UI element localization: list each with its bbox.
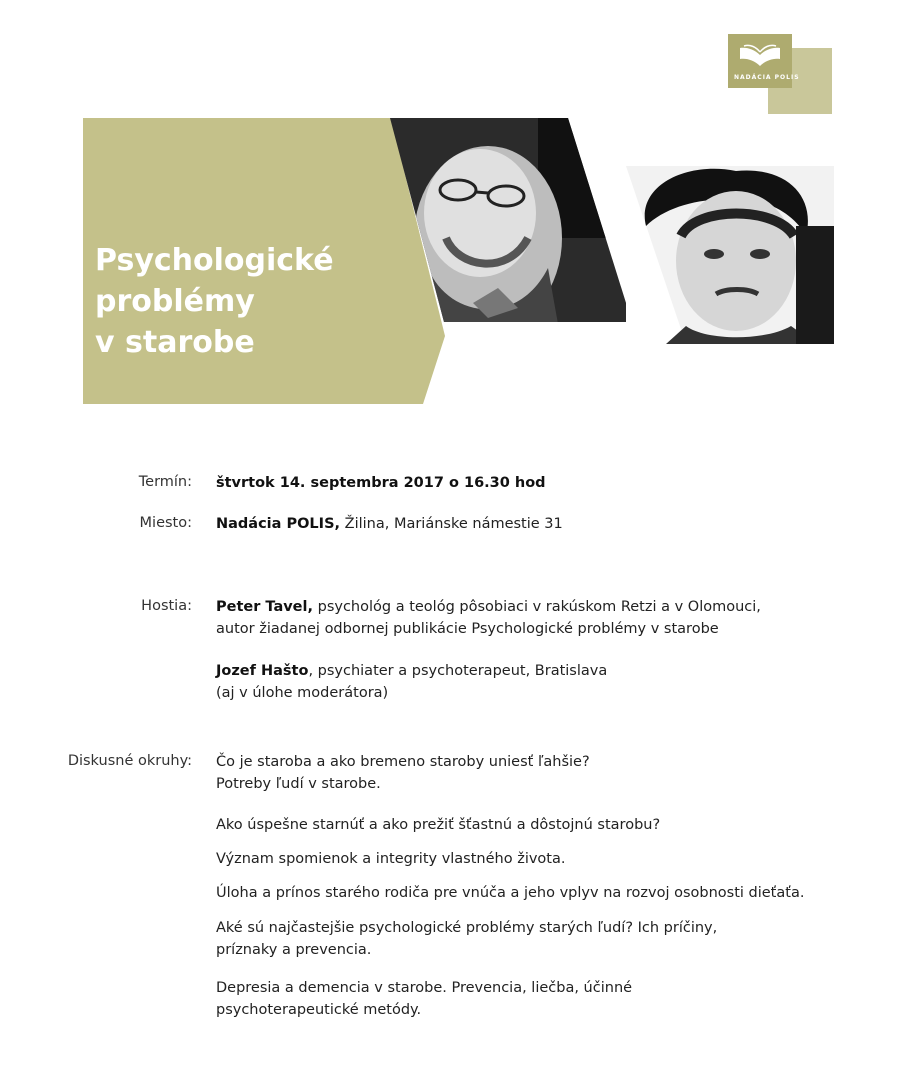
miesto-value xyxy=(216,513,563,535)
logo-front-square xyxy=(728,34,800,88)
topic-3 xyxy=(216,848,565,870)
topic-6 xyxy=(216,977,632,1021)
topic-1-line-2: Potreby ľudí v starobe. xyxy=(216,776,381,792)
guest-2-desc: , psychiater a psychoterapeut, Bratislava xyxy=(308,663,608,679)
guest-1-desc: psychológ a teológ pôsobiaci v rakúskom Retzi a v Olomouci, xyxy=(313,599,761,615)
portrait-jozef-hasto xyxy=(626,166,836,346)
nadacia-polis-logo xyxy=(728,34,832,114)
title-line-1: Psychologické xyxy=(95,243,334,278)
miesto-label: Miesto: xyxy=(139,515,192,531)
termin-label: Termín: xyxy=(138,474,192,490)
guest-2-name: Jozef Hašto xyxy=(216,663,309,679)
topic-5-line-1: Aké sú najčastejšie psychologické problémy starých ľudí? Ich príčiny, xyxy=(216,920,718,936)
hostia-label: Hostia: xyxy=(141,598,192,614)
miesto-address: Žilina, Mariánske námestie 31 xyxy=(340,516,563,532)
miesto-name: Nadácia POLIS, xyxy=(216,516,341,532)
topic-1 xyxy=(216,751,590,795)
title-line-3: v starobe xyxy=(95,325,255,360)
topic-2-line-1: Ako úspešne starnúť a ako prežiť šťastnú a dôstojnú starobu? xyxy=(216,817,661,833)
guest-2-desc-2: (aj v úlohe moderátora) xyxy=(216,685,389,701)
guest-1-desc-2: autor žiadanej odbornej publikácie Psychologické problémy v starobe xyxy=(216,621,719,637)
topic-6-line-2: psychoterapeutické metódy. xyxy=(216,1002,422,1018)
title-line-2: problémy xyxy=(95,284,255,319)
logo-text: NADÁCIA POLIS xyxy=(734,74,800,81)
topic-2 xyxy=(216,814,660,836)
topic-5 xyxy=(216,917,717,961)
book-icon xyxy=(738,42,782,68)
guest-1 xyxy=(216,596,761,640)
termin-value xyxy=(216,472,546,494)
topic-6-line-1: Depresia a demencia v starobe. Prevencia, liečba, účinné xyxy=(216,980,633,996)
okruhy-label: Diskusné okruhy: xyxy=(67,753,192,769)
topic-3-line-1: Význam spomienok a integrity vlastného života. xyxy=(216,851,566,867)
topic-4-line-1: Úloha a prínos starého rodiča pre vnúča a jeho vplyv na rozvoj osobnosti dieťaťa. xyxy=(216,885,805,901)
page-title xyxy=(95,240,334,363)
topic-1-line-1: Čo je staroba a ako bremeno staroby uniesť ľahšie? xyxy=(216,754,590,770)
guest-1-name: Peter Tavel, xyxy=(216,599,313,615)
topic-4 xyxy=(216,882,804,904)
guest-2 xyxy=(216,660,607,704)
termin-date: štvrtok 14. septembra 2017 o 16.30 hod xyxy=(216,475,546,491)
portrait-peter-tavel xyxy=(388,118,636,324)
topic-5-line-2: príznaky a prevencia. xyxy=(216,942,372,958)
